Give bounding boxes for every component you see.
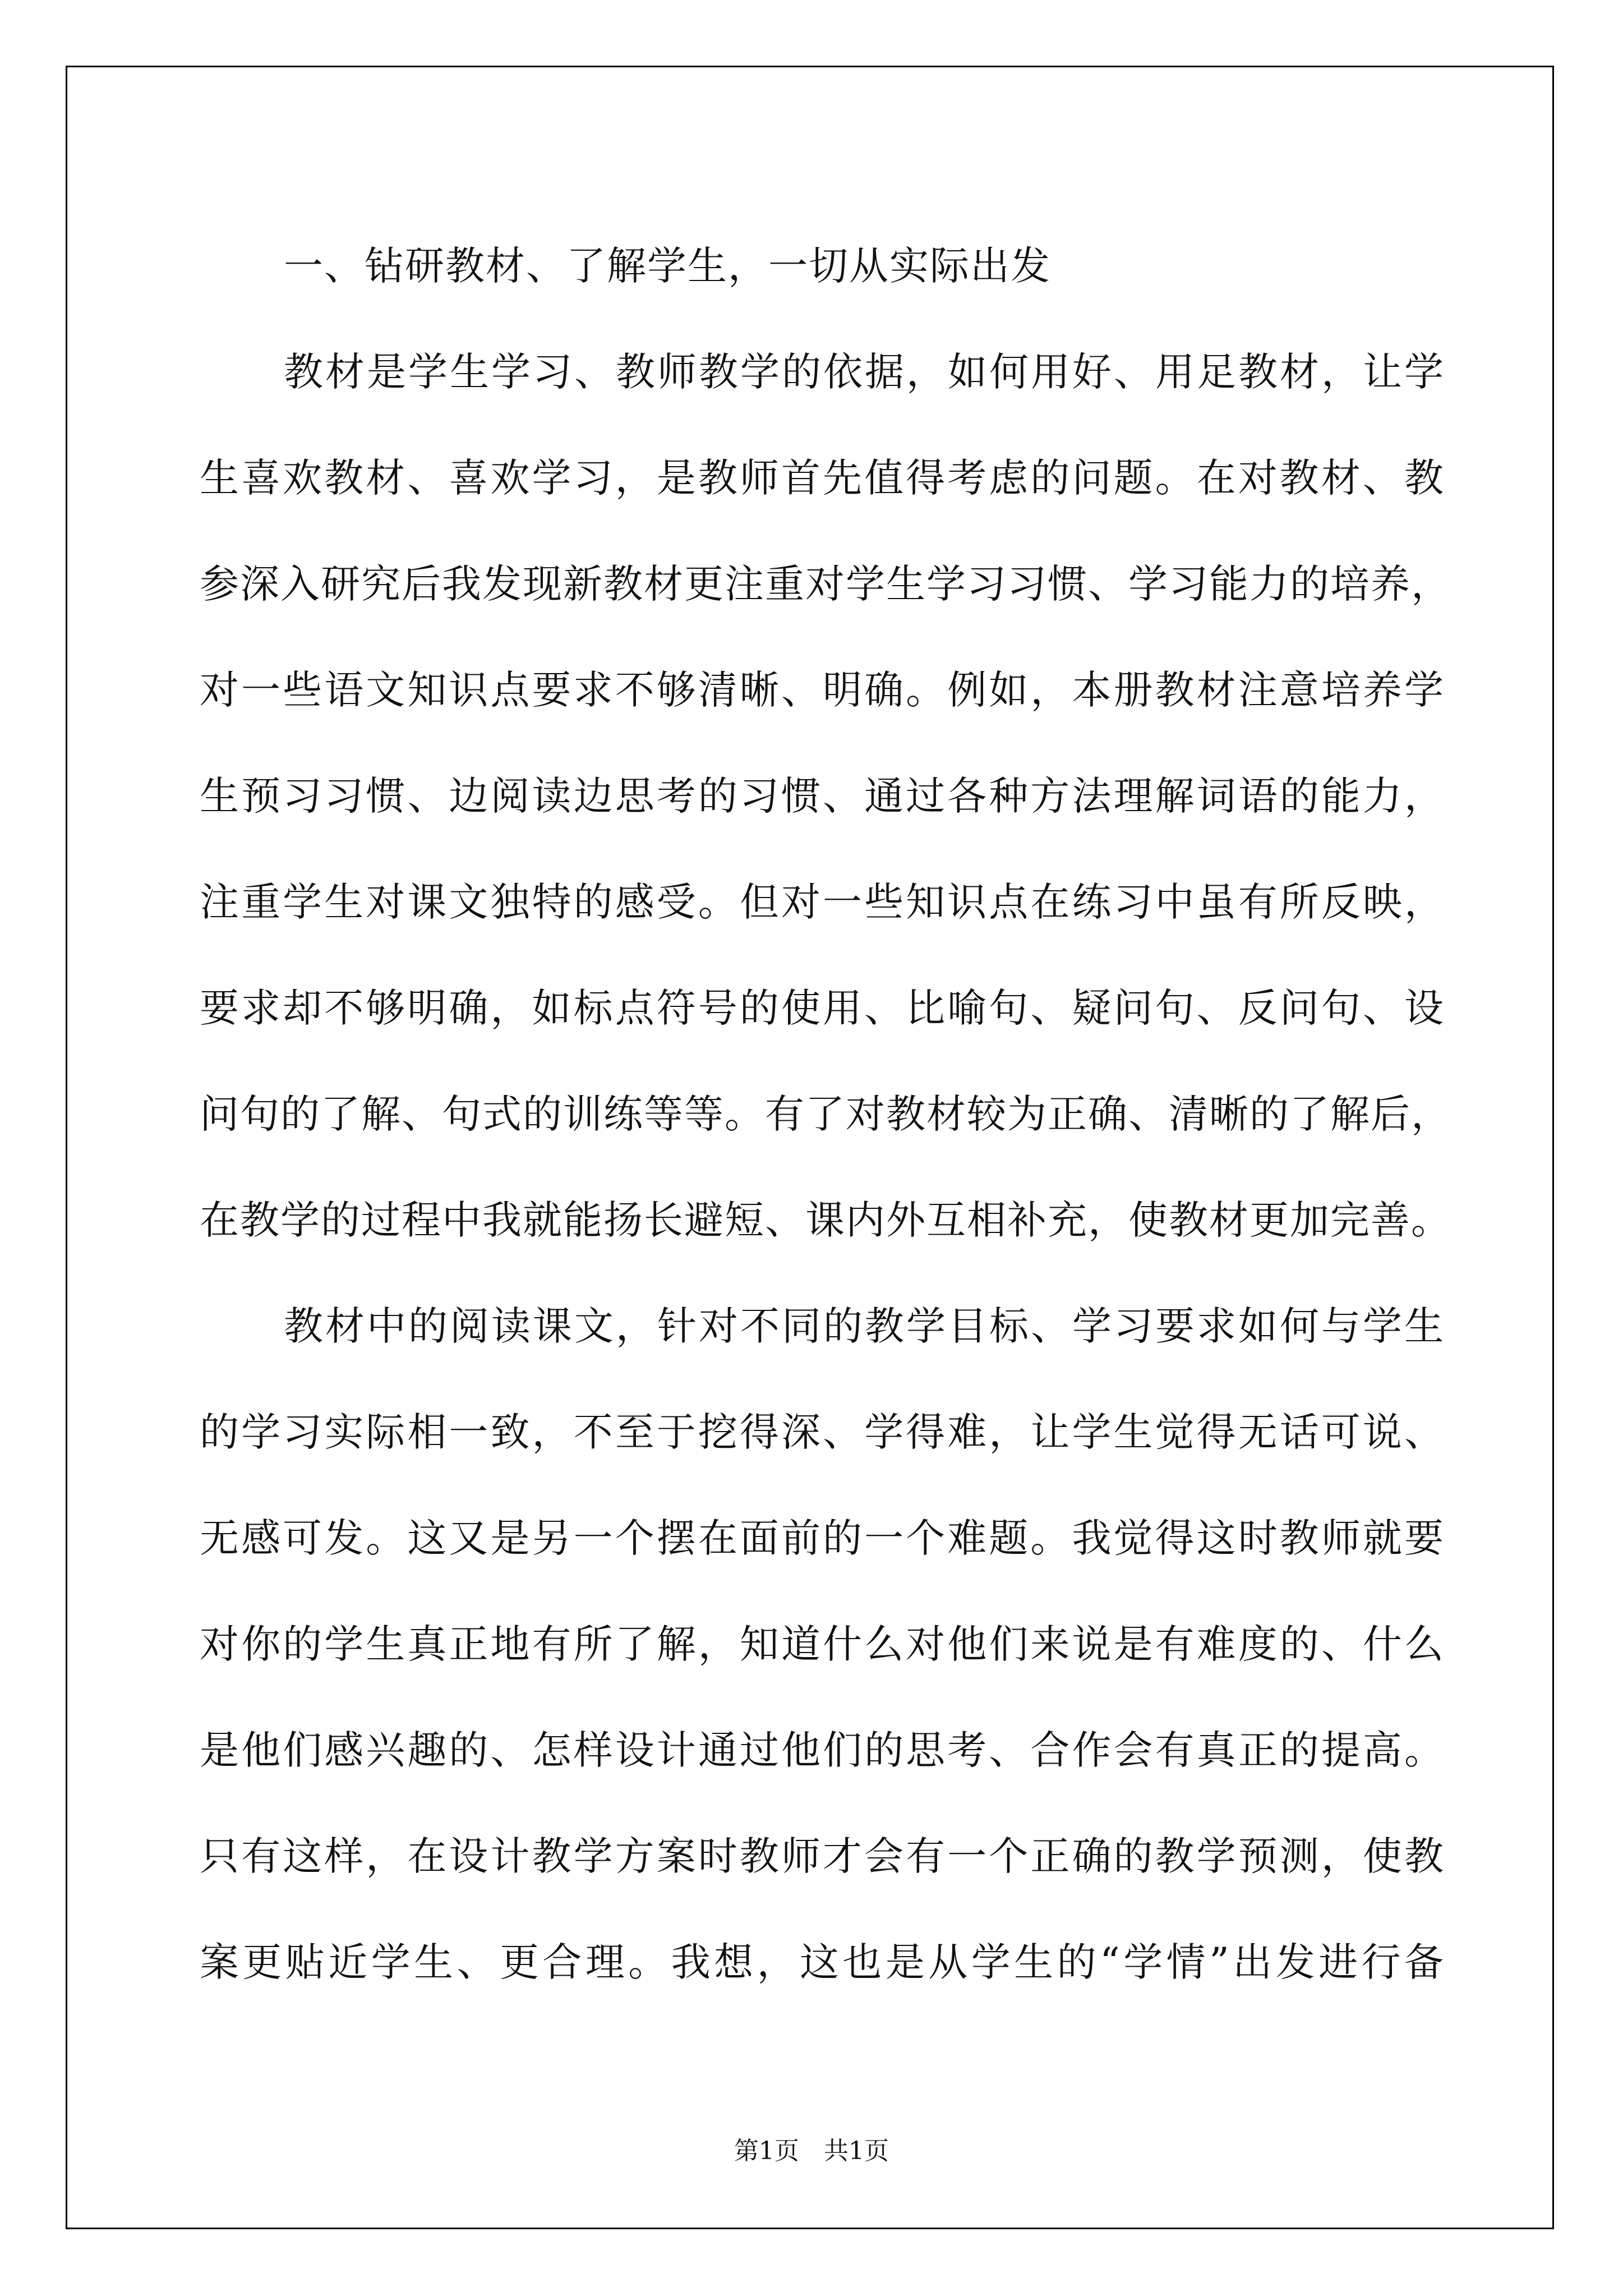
paragraph-line: 问句的了解、句式的训练等等。有了对教材较为正确、清晰的了解后， bbox=[200, 1091, 1451, 1137]
paragraph-line: 生喜欢教材、喜欢学习，是教师首先值得考虑的问题。在对教材、教 bbox=[200, 455, 1445, 501]
paragraph-line: 是他们感兴趣的、怎样设计通过他们的思考、合作会有真正的提高。 bbox=[200, 1727, 1445, 1773]
paragraph-line: 只有这样，在设计教学方案时教师才会有一个正确的教学预测，使教 bbox=[200, 1833, 1445, 1879]
paragraph-line: 参深入研究后我发现新教材更注重对学生学习习惯、学习能力的培养， bbox=[200, 561, 1451, 607]
paragraph-line: 教材是学生学习、教师教学的依据，如何用好、用足教材，让学 bbox=[284, 349, 1445, 395]
paragraph-line: 在教学的过程中我就能扬长避短、课内外互相补充，使教材更加完善。 bbox=[200, 1197, 1451, 1243]
paragraph-line: 的学习实际相一致，不至于挖得深、学得难，让学生觉得无话可说、 bbox=[200, 1409, 1445, 1455]
paragraph-line: 要求却不够明确，如标点符号的使用、比喻句、疑问句、反问句、设 bbox=[200, 985, 1445, 1031]
paragraph-line: 注重学生对课文独特的感受。但对一些知识点在练习中虽有所反映， bbox=[200, 879, 1445, 925]
paragraph-line: 对你的学生真正地有所了解，知道什么对他们来说是有难度的、什么 bbox=[200, 1621, 1445, 1667]
paragraph-line: 教材中的阅读课文，针对不同的教学目标、学习要求如何与学生 bbox=[284, 1303, 1445, 1349]
paragraph-line: 案更贴近学生、更合理。我想，这也是从学生的“学情”出发进行备 bbox=[200, 1939, 1445, 1985]
paragraph-1 bbox=[200, 319, 1451, 1273]
section-heading: 一、钻研教材、了解学生，一切从实际出发 bbox=[284, 243, 1051, 289]
document-body bbox=[200, 213, 1451, 2016]
paragraph-line: 对一些语文知识点要求不够清晰、明确。例如，本册教材注意培养学 bbox=[200, 667, 1445, 713]
page-footer: 第1页 共1页 bbox=[734, 2137, 889, 2165]
paragraph-line: 无感可发。这又是另一个摆在面前的一个难题。我觉得这时教师就要 bbox=[200, 1515, 1445, 1561]
paragraph-line: 生预习习惯、边阅读边思考的习惯、通过各种方法理解词语的能力， bbox=[200, 773, 1445, 819]
paragraph-2 bbox=[200, 1273, 1445, 2016]
